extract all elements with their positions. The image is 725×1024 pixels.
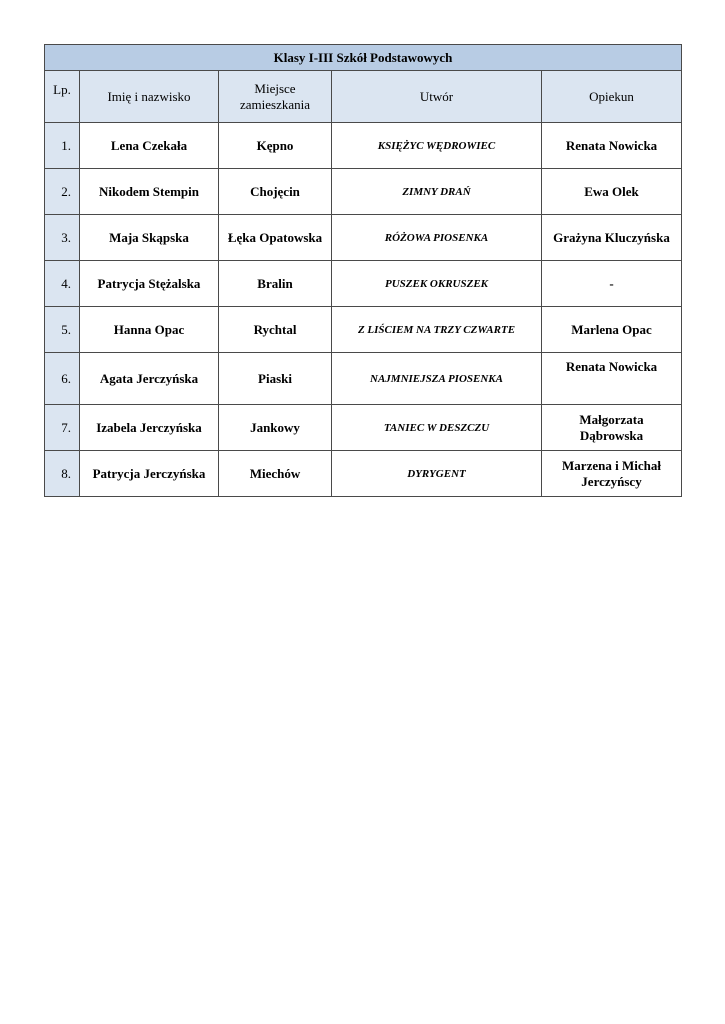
table-row	[45, 169, 682, 215]
row-guardian: Renata Nowicka	[542, 353, 682, 405]
header-name: Imię i nazwisko	[80, 71, 219, 123]
table-title: Klasy I-III Szkół Podstawowych	[45, 45, 682, 71]
row-lp: 1.	[45, 123, 80, 169]
row-guardian: Renata Nowicka	[542, 123, 682, 169]
table-header-row	[45, 71, 682, 123]
table-row	[45, 215, 682, 261]
table-row	[45, 307, 682, 353]
row-work: RÓŻOWA PIOSENKA	[332, 215, 542, 261]
row-guardian: Grażyna Kluczyńska	[542, 215, 682, 261]
row-name: Nikodem Stempin	[80, 169, 219, 215]
row-guardian-label: Marzena i Michał Jerczyńscy	[562, 457, 661, 489]
header-place-label: Miejsce zamieszkania	[239, 80, 310, 112]
table-row	[45, 353, 682, 405]
row-lp: 4.	[45, 261, 80, 307]
row-lp: 6.	[45, 353, 80, 405]
row-work: PUSZEK OKRUSZEK	[332, 261, 542, 307]
row-work: TANIEC W DESZCZU	[332, 405, 542, 451]
table-title-row	[45, 45, 682, 71]
table-row	[45, 261, 682, 307]
row-lp: 8.	[45, 451, 80, 497]
row-work: Z LIŚCIEM NA TRZY CZWARTE	[332, 307, 542, 353]
row-place: Bralin	[219, 261, 332, 307]
results-table	[44, 44, 682, 497]
table-row	[45, 451, 682, 497]
row-work: KSIĘŻYC WĘDROWIEC	[332, 123, 542, 169]
row-lp: 2.	[45, 169, 80, 215]
row-name: Hanna Opac	[80, 307, 219, 353]
table-row	[45, 405, 682, 451]
row-work: DYRYGENT	[332, 451, 542, 497]
row-guardian: Marlena Opac	[542, 307, 682, 353]
row-guardian	[542, 451, 682, 497]
header-place	[219, 71, 332, 123]
row-lp: 5.	[45, 307, 80, 353]
row-guardian	[542, 405, 682, 451]
row-place: Rychtal	[219, 307, 332, 353]
row-name: Maja Skąpska	[80, 215, 219, 261]
table-row	[45, 123, 682, 169]
row-lp: 3.	[45, 215, 80, 261]
header-lp: Lp.	[45, 71, 80, 123]
header-work: Utwór	[332, 71, 542, 123]
row-lp: 7.	[45, 405, 80, 451]
row-place: Jankowy	[219, 405, 332, 451]
row-name: Agata Jerczyńska	[80, 353, 219, 405]
row-name: Patrycja Jerczyńska	[80, 451, 219, 497]
row-name: Patrycja Stężalska	[80, 261, 219, 307]
row-place: Chojęcin	[219, 169, 332, 215]
header-guardian: Opiekun	[542, 71, 682, 123]
row-guardian: -	[542, 261, 682, 307]
row-name: Izabela Jerczyńska	[80, 405, 219, 451]
row-place: Miechów	[219, 451, 332, 497]
row-guardian-label: Małgorzata Dąbrowska	[579, 411, 644, 443]
row-work: ZIMNY DRAŃ	[332, 169, 542, 215]
row-place: Kępno	[219, 123, 332, 169]
row-place: Łęka Opatowska	[219, 215, 332, 261]
row-place: Piaski	[219, 353, 332, 405]
row-name: Lena Czekała	[80, 123, 219, 169]
row-guardian: Ewa Olek	[542, 169, 682, 215]
row-work: NAJMNIEJSZA PIOSENKA	[332, 353, 542, 405]
